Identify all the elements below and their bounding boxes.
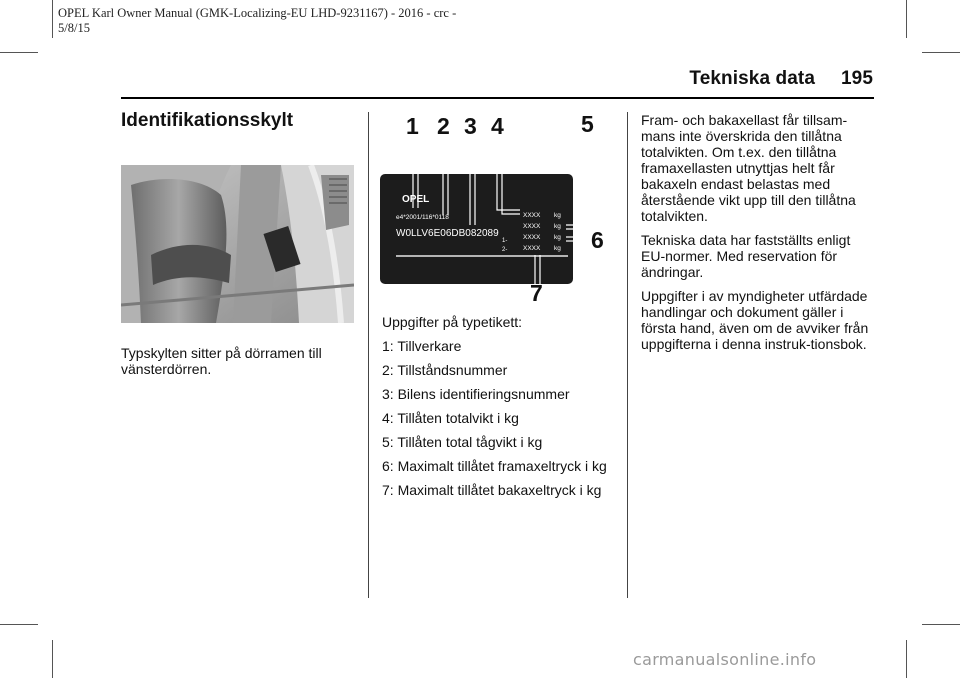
photo-caption: Typskylten sitter på dörramen till vänsterdörren. xyxy=(121,345,322,377)
info-item-5: 5: Tillåten total tågvikt i kg xyxy=(382,434,543,450)
label-weight-4: XXXX xyxy=(523,245,541,252)
label-weight-2: XXXX xyxy=(523,223,541,230)
info-item-3: 3: Bilens identifieringsnummer xyxy=(382,386,570,402)
callout-5: 5 xyxy=(581,112,594,137)
header-rule xyxy=(121,97,874,99)
label-weight-1: XXXX xyxy=(523,212,541,219)
callout-1: 1 xyxy=(406,113,419,139)
document-meta-header xyxy=(58,6,558,36)
column-divider-1 xyxy=(368,112,369,598)
document-meta-line-1: OPEL Karl Owner Manual (GMK-Localizing-EU LHD-9231167) - 2016 - crc - xyxy=(58,6,457,20)
callout-3: 3 xyxy=(464,113,477,139)
label-unit-4: kg xyxy=(554,245,561,252)
section-title: Identifikationsskylt xyxy=(121,110,294,131)
door-frame-photo xyxy=(121,165,354,323)
info-item-6: 6: Maximalt tillåtet framaxeltryck i kg xyxy=(382,458,607,474)
document-meta-line-2: 5/8/15 xyxy=(58,21,90,35)
info-item-1: 1: Tillverkare xyxy=(382,338,462,354)
page-number: 195 xyxy=(840,68,873,89)
info-item-2: 2: Tillståndsnummer xyxy=(382,362,508,378)
paragraph-eu-norms: Tekniska data har fastställts enligt EU-normer. Med reservation för ändringar. xyxy=(641,232,851,280)
type-label-figure xyxy=(380,112,610,304)
label-axle-2: 2- xyxy=(502,247,508,253)
label-unit-1: kg xyxy=(554,212,561,219)
callout-4: 4 xyxy=(491,113,504,139)
label-approval: e4*2001/116*0118 xyxy=(396,214,449,221)
info-intro: Uppgifter på typetikett: xyxy=(382,314,523,330)
label-unit-2: kg xyxy=(554,223,561,230)
label-weight-3: XXXX xyxy=(523,234,541,241)
type-label-info xyxy=(382,314,622,506)
paragraph-authority-docs: Uppgifter i av myndigheter utfärdade handlingar och dokument gäller i första hand, även om de avviker från uppgifterna i denna instruk-tionsbok. xyxy=(641,288,869,352)
label-vin: W0LLV6E06DB082089 xyxy=(396,228,499,239)
paragraph-axle-load: Fram- och bakaxellast får tillsam-mans inte överskrida den tillåtna totalvikten. Om t.ex. den tillåtna framaxellasten utnyttjas helt får bakaxeln endast belastas med återstående vikt upp till den tillåtna totalvikten. xyxy=(641,112,856,224)
info-item-4: 4: Tillåten totalvikt i kg xyxy=(382,410,519,426)
column-divider-2 xyxy=(627,112,628,598)
callout-7: 7 xyxy=(530,280,543,304)
label-axle-1: 1- xyxy=(502,238,508,244)
callout-2: 2 xyxy=(437,113,450,139)
label-unit-3: kg xyxy=(554,234,561,241)
running-head-title: Tekniska data xyxy=(689,68,815,89)
label-brand: OPEL xyxy=(402,194,430,205)
info-item-7: 7: Maximalt tillåtet bakaxeltryck i kg xyxy=(382,482,602,498)
watermark-link[interactable]: carmanualsonline.info xyxy=(633,650,817,669)
callout-6: 6 xyxy=(591,227,604,253)
right-column-text xyxy=(641,112,877,360)
running-head xyxy=(600,68,873,90)
